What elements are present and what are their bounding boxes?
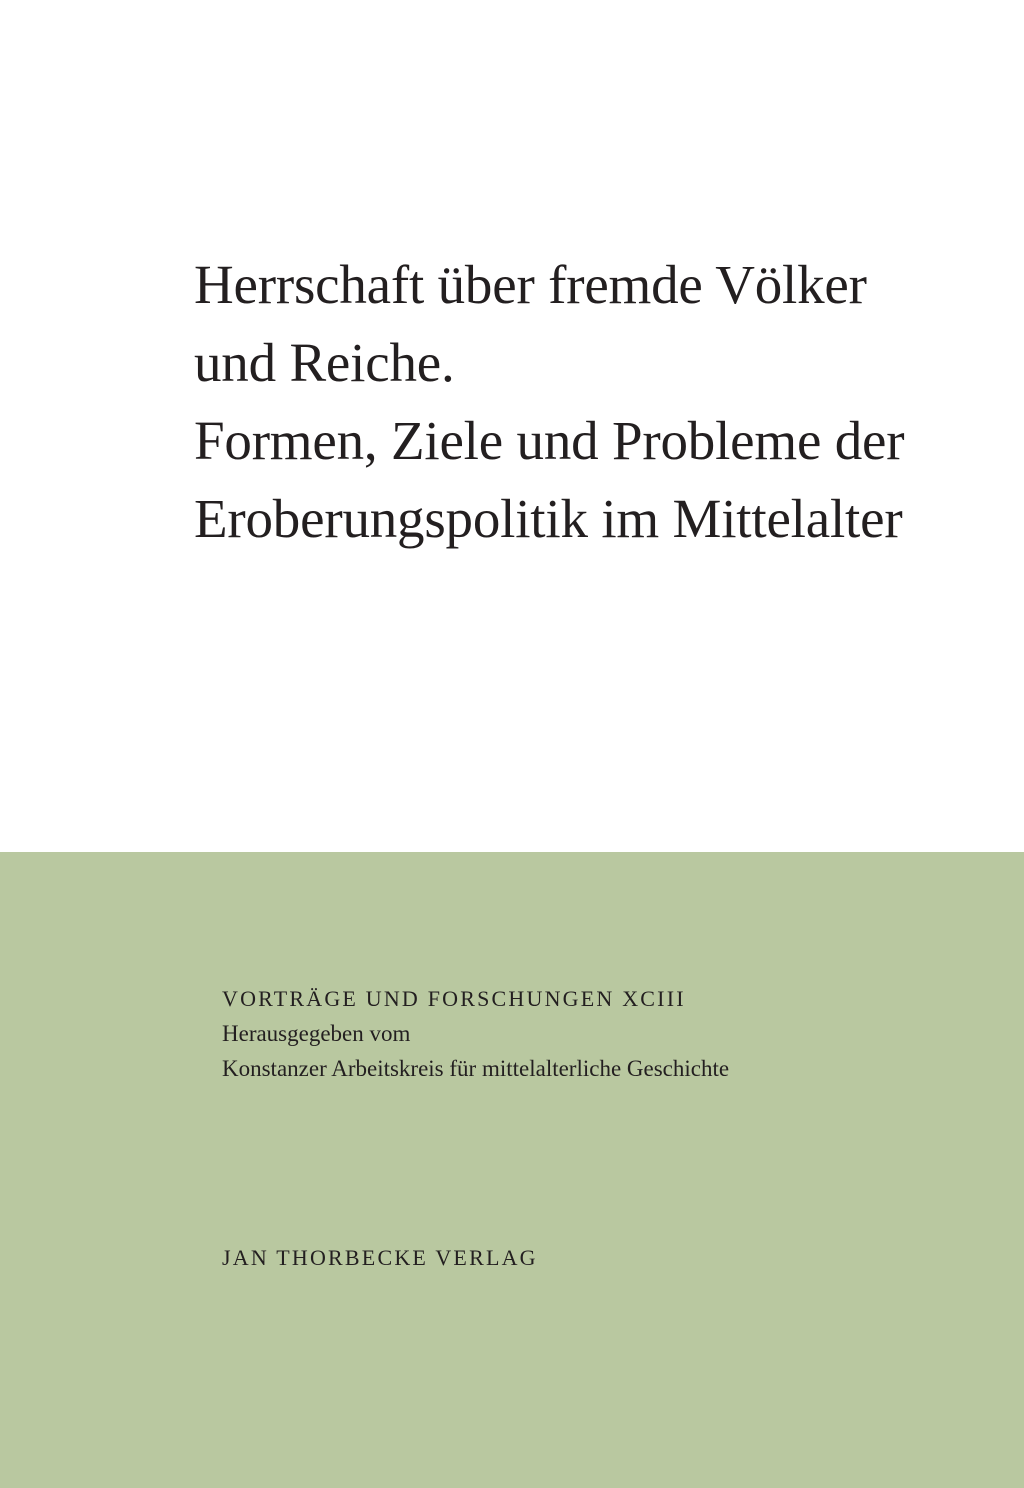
publisher-name: JAN THORBECKE VERLAG [222, 1245, 538, 1270]
book-title [194, 246, 994, 558]
title-line-1: Herrschaft über fremde Völker [194, 254, 867, 315]
title-line-3: Formen, Ziele und Probleme der [194, 410, 905, 471]
editor-intro: Herausgegeben vom [222, 1021, 411, 1046]
series-info [222, 982, 1002, 1086]
green-band [0, 852, 1024, 1488]
title-line-2: und Reiche. [194, 332, 455, 393]
series-name: VORTRÄGE UND FORSCHUNGEN XCIII [222, 986, 686, 1011]
title-line-4: Eroberungspolitik im Mittelalter [194, 488, 903, 549]
editor-name: Konstanzer Arbeitskreis für mittelalterliche Geschichte [222, 1056, 730, 1081]
